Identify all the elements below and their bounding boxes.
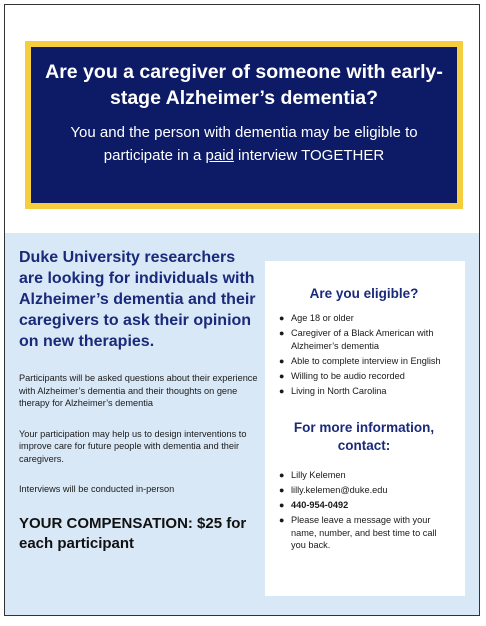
hero-subtitle-end: interview TOGETHER (233, 147, 385, 164)
hero-subtitle-paid: paid (205, 147, 234, 164)
eligibility-item (277, 312, 451, 325)
hero-subtitle (41, 121, 447, 167)
eligibility-item-text: Age 18 or older (291, 313, 354, 323)
contact-heading: For more information, contact: (293, 420, 435, 453)
study-headline: Duke University researchers are looking for individuals with Alzheimer’s dementia and their caregivers to ask their opinion on new therapies. (19, 249, 256, 350)
contact-name: Lilly Kelemen (291, 470, 346, 480)
participant-info-text: Participants will be asked questions about their experience with Alzheimer’s dementia and their thoughts on gene therapy for Alzheimer’s dementia (19, 373, 258, 408)
disc-bullet-icon: ● (279, 515, 285, 525)
hero-banner-border (25, 41, 463, 209)
contact-item (277, 514, 451, 552)
study-description (19, 247, 259, 554)
contact-item (277, 499, 451, 512)
eligibility-item (277, 355, 451, 368)
hero-subtitle-start: You and the person with dementia may be eligible to participate in a (70, 124, 418, 164)
disc-bullet-icon: ● (279, 355, 285, 366)
eligibility-item-text: Willing to be audio recorded (291, 370, 405, 381)
disc-bullet-icon: ● (279, 328, 285, 338)
contact-email-link[interactable]: lilly.kelemen@duke.edu (291, 485, 388, 495)
eligibility-item-text: Living in North Carolina (291, 385, 387, 396)
eligibility-item-text: Able to complete interview in English (291, 355, 441, 366)
eligibility-heading: Are you eligible? (309, 286, 419, 301)
contact-instructions: Please leave a message with your name, number, and best time to call you back. (291, 515, 437, 550)
eligibility-list (277, 312, 451, 397)
eligibility-item (277, 327, 451, 352)
details-section (5, 233, 480, 616)
disc-bullet-icon: ● (279, 370, 285, 381)
flyer-page (4, 4, 480, 616)
hero-banner (31, 47, 457, 203)
contact-phone: 440-954-0492 (291, 500, 349, 510)
disc-bullet-icon: ● (279, 470, 285, 480)
eligibility-item (277, 385, 451, 398)
disc-bullet-icon: ● (279, 385, 285, 396)
participation-benefit-text: Your participation may help us to design interventions to improve care for future people with dementia and their caregivers. (19, 428, 247, 464)
contact-list (277, 469, 451, 552)
eligibility-item-text: Caregiver of a Black American with Alzheimer’s dementia (291, 328, 434, 351)
disc-bullet-icon: ● (279, 500, 285, 510)
compensation-text: YOUR COMPENSATION: $25 for each participant (19, 514, 247, 552)
disc-bullet-icon: ● (279, 313, 285, 323)
eligibility-item (277, 370, 451, 383)
interview-format-text: Interviews will be conducted in-person (19, 484, 175, 494)
contact-item (277, 469, 451, 482)
contact-item[interactable] (277, 484, 451, 497)
eligibility-card (265, 261, 465, 596)
disc-bullet-icon: ● (279, 485, 285, 495)
hero-title: Are you a caregiver of someone with early-stage Alzheimer’s dementia? (45, 61, 443, 109)
